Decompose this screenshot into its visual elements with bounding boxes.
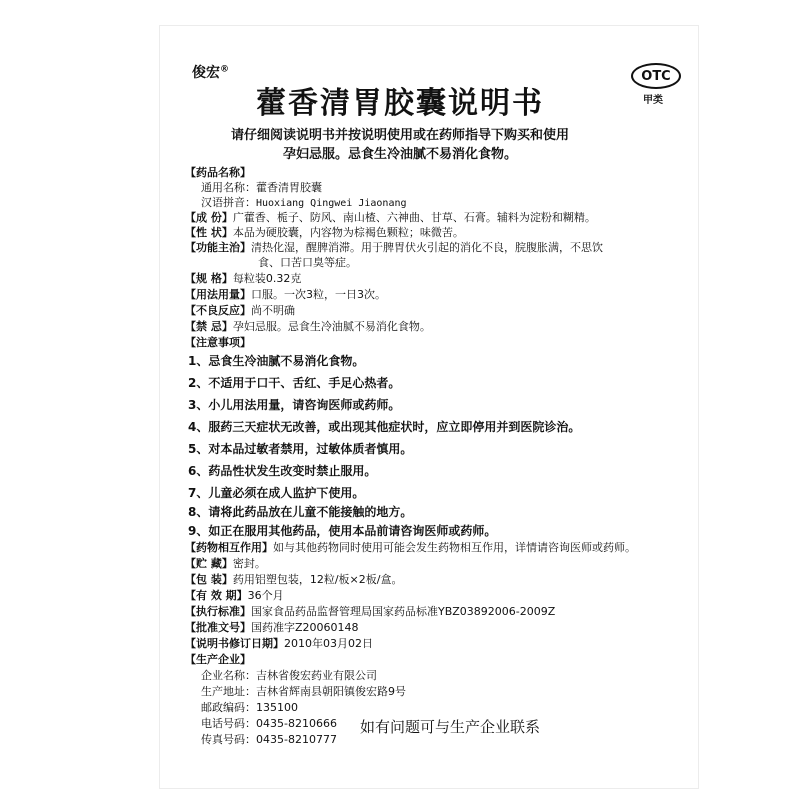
info-row [185, 304, 295, 318]
row-label: 【有 效 期】 [185, 589, 248, 602]
row-label: 【贮 藏】 [185, 557, 233, 570]
info-row [185, 320, 431, 334]
manufacturer-header: 【生产企业】 [185, 653, 251, 666]
row-value: 国家食品药品监督管理局国家药品标准YBZ03892006-2009Z [251, 605, 556, 618]
warning-line-2: 孕妇忌服。忌食生冷油腻不易消化食物。 [282, 147, 517, 162]
manufacturer-row [185, 669, 377, 683]
note-item: 4、服药三天症状无改善，或出现其他症状时，应立即停用并到医院诊治。 [188, 420, 581, 434]
note-item: 2、不适用于口干、舌红、手足心热者。 [188, 376, 401, 390]
generic-name-label: 通用名称： [201, 181, 256, 194]
row-value: 广藿香、栀子、防风、南山楂、六神曲、甘草、石膏。辅料为淀粉和糊精。 [232, 211, 596, 224]
notes-header: 【注意事项】 [185, 336, 251, 349]
row-label: 生产地址： [201, 685, 256, 698]
info-row [185, 541, 636, 555]
row-label: 【药物相互作用】 [185, 541, 273, 554]
note-item: 1、忌食生冷油腻不易消化食物。 [188, 354, 365, 368]
note-item: 6、药品性状发生改变时禁止服用。 [188, 464, 377, 478]
row-value: 密封。 [232, 557, 266, 570]
row-label: 【禁 忌】 [185, 320, 233, 333]
note-item: 3、小儿用法用量，请咨询医师或药师。 [188, 398, 401, 412]
row-value: 食、口苦口臭等症。 [258, 256, 357, 269]
row-label: 【功能主治】 [185, 241, 251, 254]
generic-name-value: 藿香清胃胶囊 [256, 181, 322, 194]
row-value: 吉林省辉南县朝阳镇俊宏路9号 [256, 685, 406, 698]
row-value: 0435-8210666 [256, 717, 337, 730]
row-value: 2010年03月02日 [284, 637, 373, 650]
row-label: 【执行标准】 [185, 605, 251, 618]
row-label: 邮政编码： [201, 701, 256, 714]
row-value: 如与其他药物同时使用可能会发生药物相互作用，详情请咨询医师或药师。 [273, 541, 636, 554]
row-label: 【包 装】 [185, 573, 233, 586]
brand-name: 俊宏 [192, 65, 220, 81]
row-label: 【不良反应】 [185, 304, 251, 317]
footer-contact-note: 如有问题可与生产企业联系 [359, 718, 540, 736]
row-value: 药用铝塑包装，12粒/板×2板/盒。 [232, 573, 403, 586]
row-label: 【说明书修订日期】 [185, 637, 284, 650]
row-label: 【成 份】 [185, 211, 233, 224]
otc-class-label: 甲类 [643, 95, 663, 106]
row-value: 孕妇忌服。忌食生冷油腻不易消化食物。 [232, 320, 431, 333]
row-label: 电话号码： [201, 717, 256, 730]
info-row [185, 589, 284, 603]
row-value: 0435-8210777 [256, 733, 337, 746]
pinyin-value: Huoxiang Qingwei Jiaonang [256, 198, 407, 209]
row-value: 本品为硬胶囊，内容物为棕褐色颗粒；味微苦。 [232, 226, 464, 239]
pinyin-row [185, 196, 407, 211]
row-value: 吉林省俊宏药业有限公司 [256, 669, 377, 682]
row-value: 口服。一次3粒，一日3次。 [251, 288, 386, 301]
row-label: 【规 格】 [185, 272, 233, 285]
row-value: 清热化湿，醒脾消滞。用于脾胃伏火引起的消化不良，脘腹胀满，不思饮 [251, 241, 603, 254]
note-item: 9、如正在服用其他药品，使用本品前请咨询医师或药师。 [188, 524, 497, 538]
pinyin-label: 汉语拼音： [201, 196, 256, 209]
info-row [185, 557, 266, 571]
row-value: 尚不明确 [251, 304, 295, 317]
info-row [185, 211, 596, 225]
drug-name-header: 【药品名称】 [185, 166, 251, 179]
row-label: 传真号码： [201, 733, 256, 746]
row-label: 【用法用量】 [185, 288, 251, 301]
registered-mark: ® [220, 64, 229, 75]
info-row [185, 605, 555, 619]
manufacturer-row [185, 685, 406, 699]
info-row [185, 573, 402, 587]
row-label: 企业名称： [201, 669, 256, 682]
note-item: 8、请将此药品放在儿童不能接触的地方。 [188, 505, 413, 519]
document-title: 藿香清胃胶囊说明书 [256, 86, 544, 121]
note-item: 7、儿童必须在成人监护下使用。 [188, 486, 365, 500]
info-row [185, 241, 603, 255]
info-row [185, 226, 464, 240]
otc-badge: OTC [631, 63, 681, 89]
info-row [185, 637, 373, 651]
info-row [185, 288, 386, 302]
row-value: 每粒装0.32克 [232, 272, 302, 285]
info-row [185, 272, 301, 286]
info-row [185, 621, 359, 635]
note-item: 5、对本品过敏者禁用，过敏体质者慎用。 [188, 442, 413, 456]
manufacturer-row [185, 701, 298, 715]
row-value: 135100 [256, 701, 298, 714]
info-row-continued [258, 256, 357, 270]
warning-line-1: 请仔细阅读说明书并按说明使用或在药师指导下购买和使用 [230, 128, 569, 143]
row-label: 【批准文号】 [185, 621, 251, 634]
row-value: 国药准字Z20060148 [251, 621, 359, 634]
row-value: 36个月 [247, 589, 284, 602]
row-label: 【性 状】 [185, 226, 233, 239]
generic-name-row [185, 181, 322, 195]
